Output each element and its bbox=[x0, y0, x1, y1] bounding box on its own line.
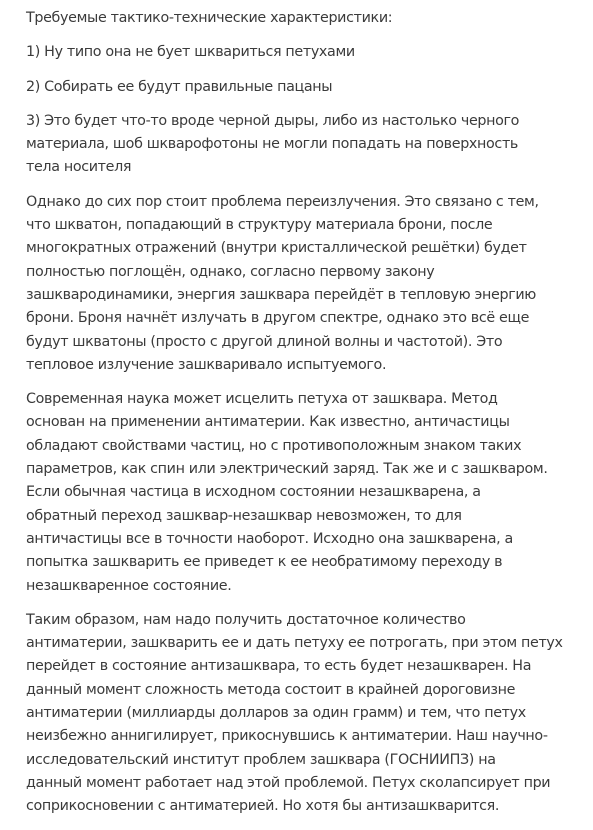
paragraph-antimatter-method: Современная наука может исцелить петуха от зашквара. Метод основан на применении антиматерии. Как известно, античастицы обладают свойствами частиц, но с противоположным знаком таких параметров, как спин или электрический заряд. Так же и с зашкваром. Если обычная частица в исходном состоянии незашкварена, а обратный переход зашквар-незашквар невозможен, то для античастицы все в точности наоборот. Исходно она зашкварена, а попытка зашкварить ее приведет к ее необратимому переходу в незашкваренное состояние. bbox=[26, 391, 548, 594]
requirements-heading: Требуемые тактико-технические характеристики: bbox=[26, 10, 393, 26]
paragraph-conclusion: Таким образом, нам надо получить достаточное количество антиматерии, зашкварить ее и дать петуху ее потрогать, при этом петух перейдет в состояние антизашквара, то есть будет незашкварен. На данный момент сложность метода состоит в крайней дороговизне антиматерии (миллиарды долларов за один грамм) и тем, что петух неизбежно аннигилирует, прикоснувшись к антиматерии. Наш научно- исследовательский институт проблем зашквара (ГОСНИИПЗ) на данный момент работает над этой проблемой. Петух сколапсирует при соприкосновении с антиматерией. Но хотя бы антизашкварится. bbox=[26, 611, 563, 815]
requirement-item-3: 3) Это будет что-то вроде черной дыры, либо из настолько черного материала, шоб шкварофотоны не могли попадать на поверхность тела носителя bbox=[26, 112, 520, 176]
paragraph-reemission: Однако до сих пор стоит проблема переизлучения. Это связано с тем, что шкватон, попадающий в структуру материала брони, после многократных отражений (внутри кристаллической решётки) будет полностью поглощён, однако, согласно первому закону зашквародинамики, энергия зашквара перейдёт в тепловую энергию брони. Броня начнёт излучать в другом спектре, однако это всё еще будут шкватоны (просто с другой длиной волны и частотой). Это тепловое излучение зашкваривало испытуемого. bbox=[26, 193, 539, 373]
requirement-item-2: 2) Собирать ее будут правильные пацаны bbox=[26, 78, 333, 95]
requirement-item-1: 1) Ну типо она не бует шквариться петухами bbox=[26, 44, 355, 61]
